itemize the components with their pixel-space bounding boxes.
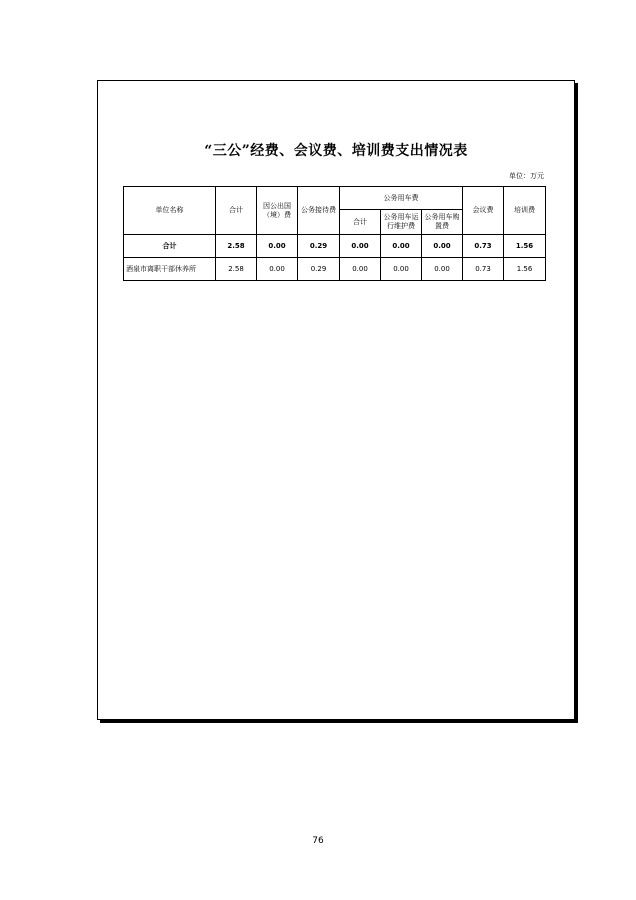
expense-table	[123, 186, 546, 281]
cell-abroad: 0.00	[257, 258, 298, 281]
header-vehicle-purchase: 公务用车购置费	[422, 210, 463, 235]
cell-meeting: 0.73	[463, 235, 504, 258]
header-unit-name: 单位名称	[124, 187, 216, 235]
cell-total: 2.58	[216, 258, 257, 281]
cell-meeting: 0.73	[463, 258, 504, 281]
header-vehicle-total: 合计	[340, 210, 381, 235]
header-total: 合计	[216, 187, 257, 235]
header-training: 培训费	[504, 187, 546, 235]
row-name: 酒泉市离职干部休养所	[124, 258, 216, 281]
header-vehicle-group: 公务用车费	[340, 187, 463, 210]
unit-label: 单位：万元	[509, 172, 544, 180]
header-meeting: 会议费	[463, 187, 504, 235]
cell-vehicle-total: 0.00	[340, 258, 381, 281]
table-row-total	[124, 235, 546, 258]
cell-vehicle-operation: 0.00	[381, 235, 422, 258]
cell-vehicle-operation: 0.00	[381, 258, 422, 281]
header-reception: 公务接待费	[298, 187, 340, 235]
cell-vehicle-purchase: 0.00	[422, 235, 463, 258]
table-row	[124, 258, 546, 281]
cell-vehicle-purchase: 0.00	[422, 258, 463, 281]
header-vehicle-operation: 公务用车运行维护费	[381, 210, 422, 235]
cell-reception: 0.29	[298, 235, 340, 258]
document-title: “三公”经费、会议费、培训费支出情况表	[204, 143, 468, 159]
page-number: 76	[312, 836, 324, 846]
cell-vehicle-total: 0.00	[340, 235, 381, 258]
cell-total: 2.58	[216, 235, 257, 258]
cell-abroad: 0.00	[257, 235, 298, 258]
cell-reception: 0.29	[298, 258, 340, 281]
row-name: 合计	[124, 235, 216, 258]
cell-training: 1.56	[504, 258, 546, 281]
cell-training: 1.56	[504, 235, 546, 258]
header-abroad: 因公出国（境）费	[257, 187, 298, 235]
